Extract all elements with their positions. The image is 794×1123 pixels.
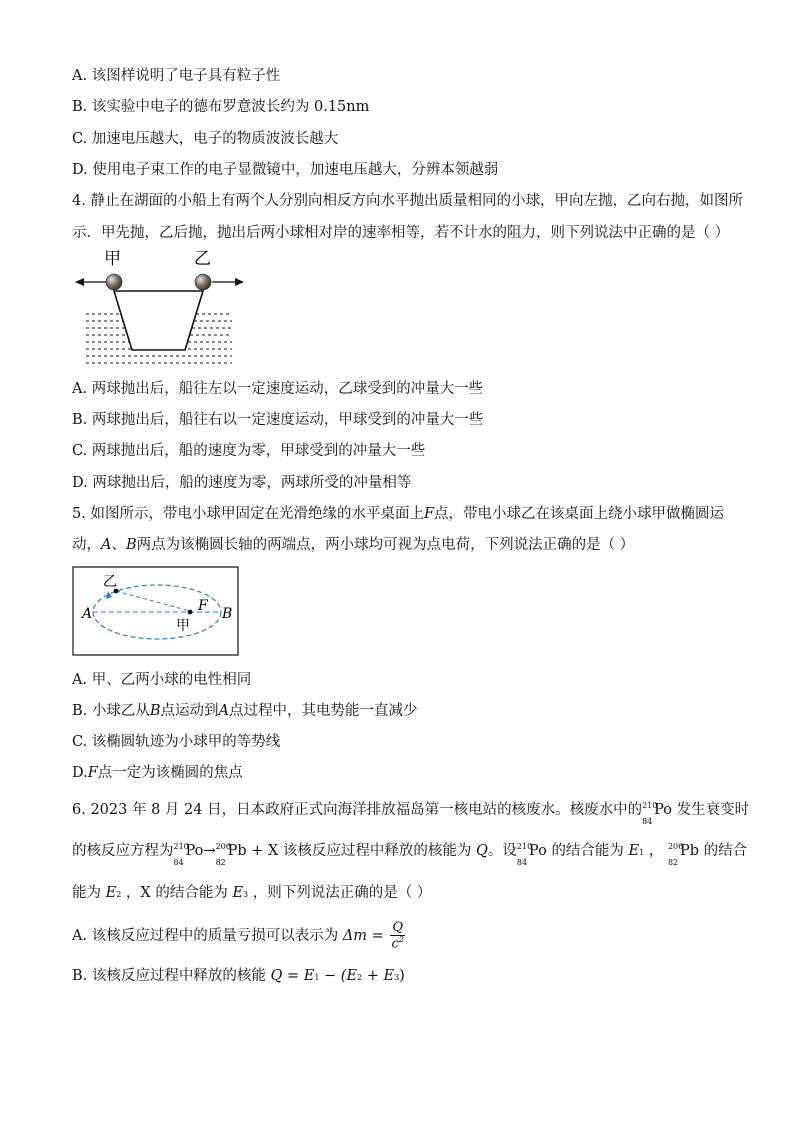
right-arrow-head: [235, 278, 244, 286]
q5-label-F: F: [198, 598, 208, 614]
q5-label-B: B: [222, 606, 233, 622]
q5-stem-line2: 动，A、B两点为该椭圆长轴的两端点，两小球均可视为点电荷，下列说法正确的是（ ）: [72, 537, 635, 553]
q4-boat-figure: [72, 244, 248, 368]
figure-frame: [73, 567, 238, 655]
q6-stem-line3: 能为 E2 ，X 的结合能为 E3 ，则下列说法正确的是（ ）: [72, 885, 432, 901]
q5-option-a: A. 甲、乙两小球的电性相同: [72, 672, 252, 688]
q4-option-c: C. 两球抛出后，船的速度为零，甲球受到的冲量大一些: [72, 443, 426, 459]
q5-label-jia: 甲: [176, 618, 190, 634]
q4-option-d: D. 两球抛出后，船的速度为零，两球所受的冲量相等: [72, 475, 412, 491]
q3-option-b: B. 该实验中电子的德布罗意波长约为 0.15nm: [72, 99, 370, 115]
q4-option-a: A. 两球抛出后，船往左以一定速度运动，乙球受到的冲量大一些: [72, 381, 484, 397]
nuclide-po: 210 84: [642, 801, 658, 826]
q5-option-b: B. 小球乙从B点运动到A点过程中，其电势能一直减少: [72, 703, 418, 719]
nuclide-pb-be: 206 82: [667, 842, 684, 867]
ball-jia: [106, 274, 122, 290]
q6-option-b: B. 该核反应过程中释放的核能 Q = E1 − (E2 + E3): [72, 968, 405, 984]
q5-option-c: C. 该椭圆轨迹为小球甲的等势线: [72, 734, 281, 750]
nuclide-po-eq: 210 84: [173, 842, 189, 867]
ball-yi: [195, 274, 211, 290]
q4-label-yi: 乙: [194, 249, 211, 269]
q5-ellipse-figure: [72, 566, 240, 658]
q4-stem-line1: 4. 静止在湖面的小船上有两个人分别向相反方向水平抛出质量相同的小球，甲向左抛，乙向右抛，如图所: [72, 193, 743, 209]
q5-label-yi: 乙: [103, 574, 117, 590]
q6-option-a: A. 该核反应过程中的质量亏损可以表示为 Δm = $\frac{Q}{c^2}$: [72, 919, 404, 952]
boat-hull: [114, 291, 203, 350]
q3-option-a: A. 该图样说明了电子具有粒子性: [72, 68, 281, 84]
q6-stem-line2: 的核反应方程为 210 84 Po→ 206 82 Pb + X 该核反应过程中释放的核能为 Q。设 210 84 Po 的结合能为 E1 ， 206 82 Pb 的结合: [72, 842, 748, 867]
q5-label-A: A: [82, 606, 93, 622]
q3-option-d: D. 使用电子束工作的电子显微镜中，加速电压越大，分辨本领越弱: [72, 162, 499, 178]
q6-stem-line1: 6. 2023 年 8 月 24 日，日本政府正式向海洋排放福岛第一核电站的核废水。核废水中的 210 84 Po 发生衰变时: [72, 801, 750, 826]
left-arrow-head: [75, 278, 84, 286]
q4-option-b: B. 两球抛出后，船往右以一定速度运动，甲球受到的冲量大一些: [72, 412, 484, 428]
fraction-q-over-c2: $\frac{Q}{c^2}$: [391, 919, 404, 952]
q5-option-d: D.F点一定为该椭圆的焦点: [72, 765, 243, 781]
q4-label-jia: 甲: [104, 249, 121, 269]
nuclide-po-be: 210 84: [516, 842, 533, 867]
q4-stem-line2: 示．甲先抛，乙后抛，抛出后两小球相对岸的速率相等，若不计水的阻力，则下列说法中正确的是（ ）: [72, 225, 730, 241]
nuclide-pb-eq: 206 82: [215, 842, 231, 867]
ball-jia-dot: [188, 610, 193, 615]
q5-stem-line1: 5. 如图所示，带电小球甲固定在光滑绝缘的水平桌面上F点，带电小球乙在该桌面上绕小球甲做椭圆运: [72, 506, 725, 522]
q3-option-c: C. 加速电压越大，电子的物质波波长越大: [72, 131, 339, 147]
